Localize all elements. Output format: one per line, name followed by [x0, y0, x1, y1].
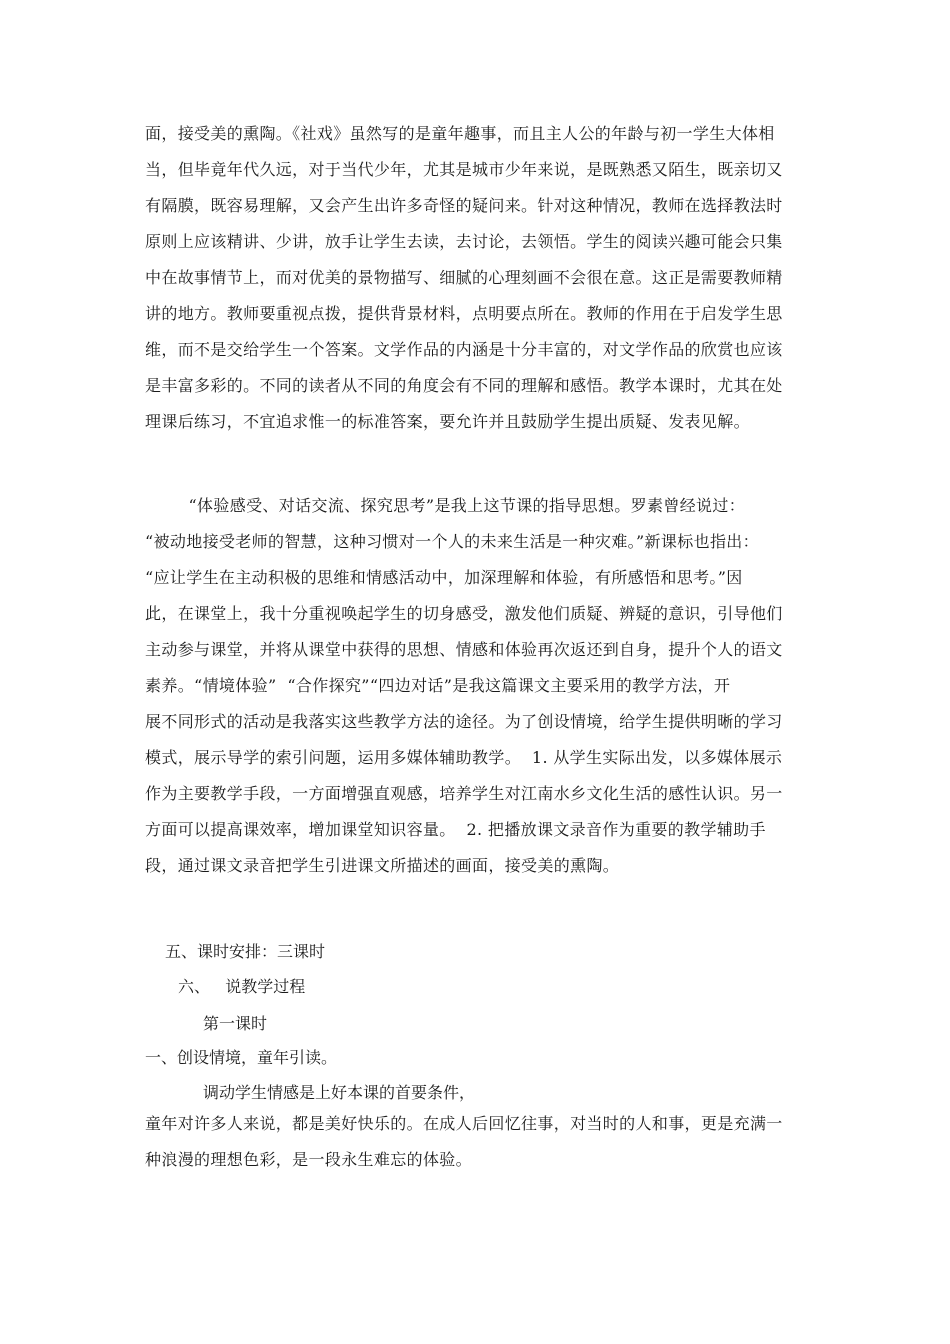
text-line: 原则上应该精讲、少讲，放手让学生去读，去讨论，去领悟。学生的阅读兴趣可能会只集 — [145, 232, 783, 251]
text-line: 主动参与课堂，并将从课堂中获得的思想、情感和体验再次返还到自身，提升个人的语文 — [145, 640, 783, 659]
text-line: “应让学生在主动积极的思维和情感活动中，加深理解和体验，有所感悟和思考。”因 — [145, 568, 743, 587]
text-line: 此，在课堂上，我十分重视唤起学生的切身感受，激发他们质疑、辨疑的意识，引导他们 — [145, 604, 783, 623]
text-line: 模式，展示导学的索引问题，运用多媒体辅助教学。 1. 从学生实际出发，以多媒体展示 — [145, 748, 783, 767]
text-line: 中在故事情节上，而对优美的景物描写、细腻的心理刻画不会很在意。这正是需要教师精 — [145, 268, 783, 287]
text-line: 是丰富多彩的。不同的读者从不同的角度会有不同的理解和感悟。教学本课时，尤其在处 — [145, 376, 783, 395]
text-line: 讲的地方。教师要重视点拨，提供背景材料，点明要点所在。教师的作用在于启发学生思 — [145, 304, 783, 323]
text-line: 童年对许多人来说，都是美好快乐的。在成人后回忆往事，对当时的人和事，更是充满一 — [145, 1114, 783, 1133]
text-line: 作为主要教学手段，一方面增强直观感，培养学生对江南水乡文化生活的感性认识。另一 — [145, 784, 783, 803]
text-line: 理课后练习，不宜追求惟一的标准答案，要允许并且鼓励学生提出质疑、发表见解。 — [145, 412, 750, 431]
text-line: 展不同形式的活动是我落实这些教学方法的途径。为了创设情境，给学生提供明晰的学习 — [145, 712, 783, 731]
text-line: 方面可以提高课效率，增加课堂知识容量。 2. 把播放课文录音作为重要的教学辅助手 — [145, 820, 766, 839]
section-heading-6: 六、 说教学过程 — [178, 977, 306, 996]
text-line: 维，而不是交给学生一个答案。文学作品的内涵是十分丰富的，对文学作品的欣赏也应该 — [145, 340, 783, 359]
text-line: 种浪漫的理想色彩，是一段永生难忘的体验。 — [145, 1150, 473, 1169]
text-line: 当，但毕竟年代久远，对于当代少年，尤其是城市少年来说，是既熟悉又陌生，既亲切又 — [145, 160, 783, 179]
paragraph-teaching-method — [145, 116, 810, 440]
paragraph-guiding-idea — [145, 488, 810, 884]
paragraph-childhood — [145, 1106, 810, 1178]
text-line: 有隔膜，既容易理解，又会产生出许多奇怪的疑问来。针对这种情况，教师在选择教法时 — [145, 196, 783, 215]
step-heading: 一、创设情境，童年引读。 — [145, 1048, 338, 1067]
text-line: 面，接受美的熏陶。《社戏》虽然写的是童年趣事，而且主人公的年龄与初一学生大体相 — [145, 124, 775, 143]
section-heading-5: 五、课时安排：三课时 — [165, 942, 326, 961]
text-line: “被动地接受老师的智慧，这种习惯对一个人的未来生活是一种灾难。”新课标也指出： — [145, 532, 760, 551]
lesson-heading: 第一课时 — [203, 1014, 268, 1033]
text-line: 素养。“情境体验” “合作探究”“四边对话”是我这篇课文主要采用的教学方法，开 — [145, 676, 731, 695]
text-line: 段，通过课文录音把学生引进课文所描述的画面，接受美的熏陶。 — [145, 856, 620, 875]
step-intro-line: 调动学生情感是上好本课的首要条件， — [203, 1083, 476, 1102]
text-line: “体验感受、对话交流、探究思考”是我上这节课的指导思想。罗素曾经说过： — [145, 496, 746, 515]
